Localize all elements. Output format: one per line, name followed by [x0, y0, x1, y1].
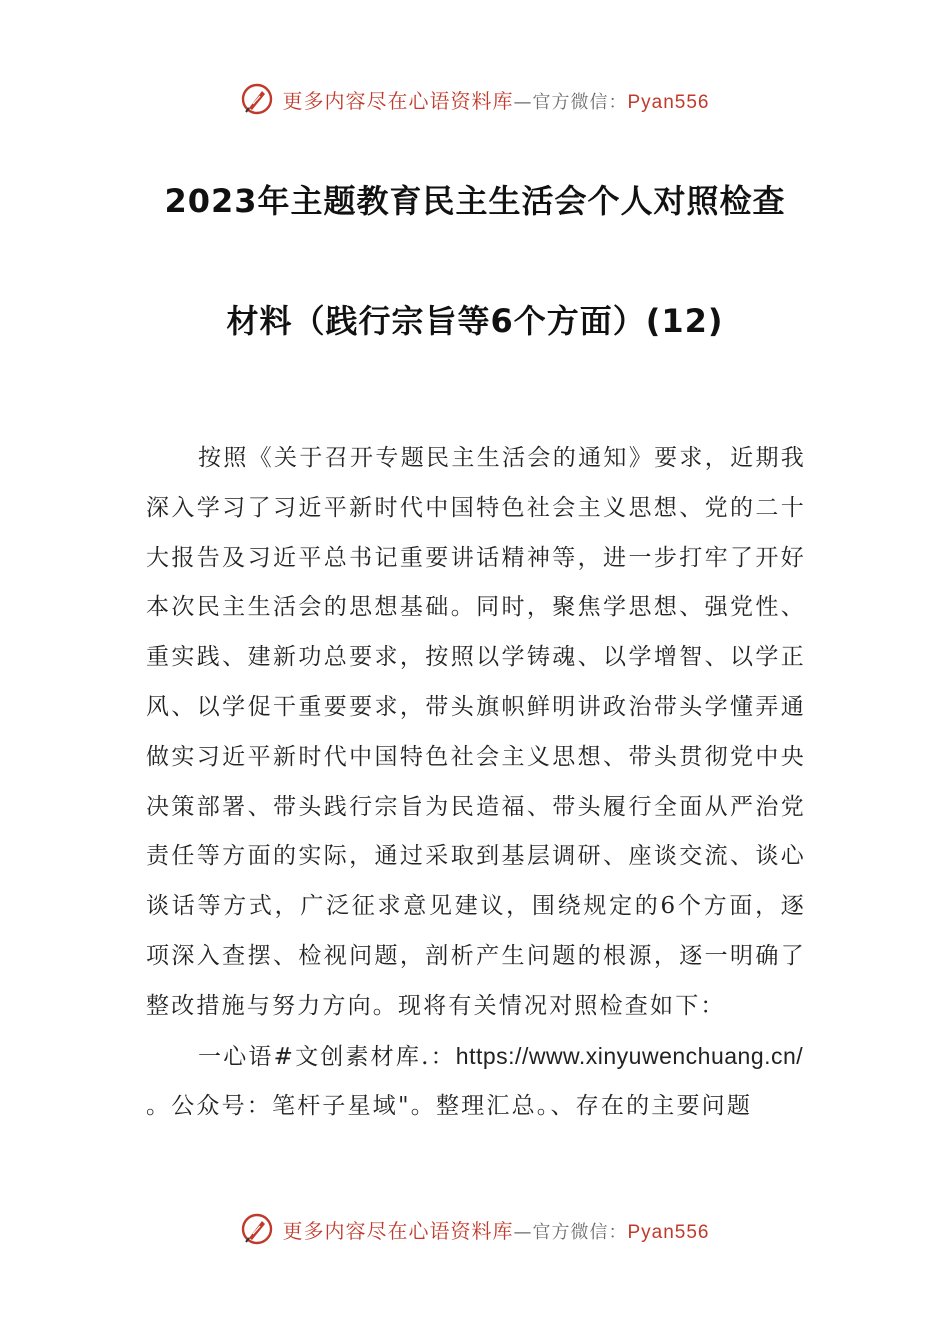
- banner-main-text: 更多内容尽在心语资料库: [282, 88, 514, 113]
- banner-text: [282, 85, 709, 114]
- body-paragraph-1: 按照《关于召开专题民主生活会的通知》要求，近期我深入学习了习近平新时代中国特色社会主义思想、党的二十大报告及习近平总书记重要讲话精神等，进一步打牢了开好本次民主生活会的思想基础。同时，聚焦学思想、强党性、重实践、建新功总要求，按照以学铸魂、以学增智、以学正风、以学促干重要要求，带头旗帜鲜明讲政治带头学懂弄通做实习近平新时代中国特色社会主义思想、带头贯彻党中央决策部署、带头践行宗旨为民造福、带头履行全面从严治党责任等方面的实际，通过采取到基层调研、座谈交流、谈心谈话等方式，广泛征求意见建议，围绕规定的6个方面，逐项深入查摆、检视问题，剖析产生问题的根源，逐一明确了整改措施与努力方向。现将有关情况对照检查如下：: [146, 445, 806, 1019]
- banner-wechat-id: Pyan556: [627, 91, 710, 113]
- body-paragraph-2-line-2: 。公众号：笔杆子星域"。整理汇总。、存在的主要问题: [146, 1093, 753, 1120]
- header-watermark-banner: [0, 82, 950, 122]
- document-title-line-1: 2023年主题教育民主生活会个人对照检查: [164, 182, 786, 220]
- source-url: https://www.xinyuwenchuang.cn/: [455, 1042, 804, 1069]
- banner-wechat-label: —官方微信：: [513, 91, 628, 113]
- banner-wechat-label: —官方微信：: [513, 1221, 628, 1243]
- document-title-line-2: 材料（践行宗旨等6个方面）(12): [226, 302, 724, 340]
- banner-wechat-id: Pyan556: [627, 1221, 710, 1243]
- banner-main-text: 更多内容尽在心语资料库: [282, 1218, 514, 1243]
- quill-logo-icon: [240, 82, 274, 116]
- source-note-text: 一心语#文创素材库.：: [198, 1043, 456, 1070]
- banner-text: [282, 1215, 709, 1244]
- document-body: [146, 434, 806, 1132]
- quill-logo-icon: [240, 1212, 274, 1246]
- footer-watermark-banner: [0, 1212, 950, 1252]
- body-paragraph-2-line-1: [146, 1032, 806, 1083]
